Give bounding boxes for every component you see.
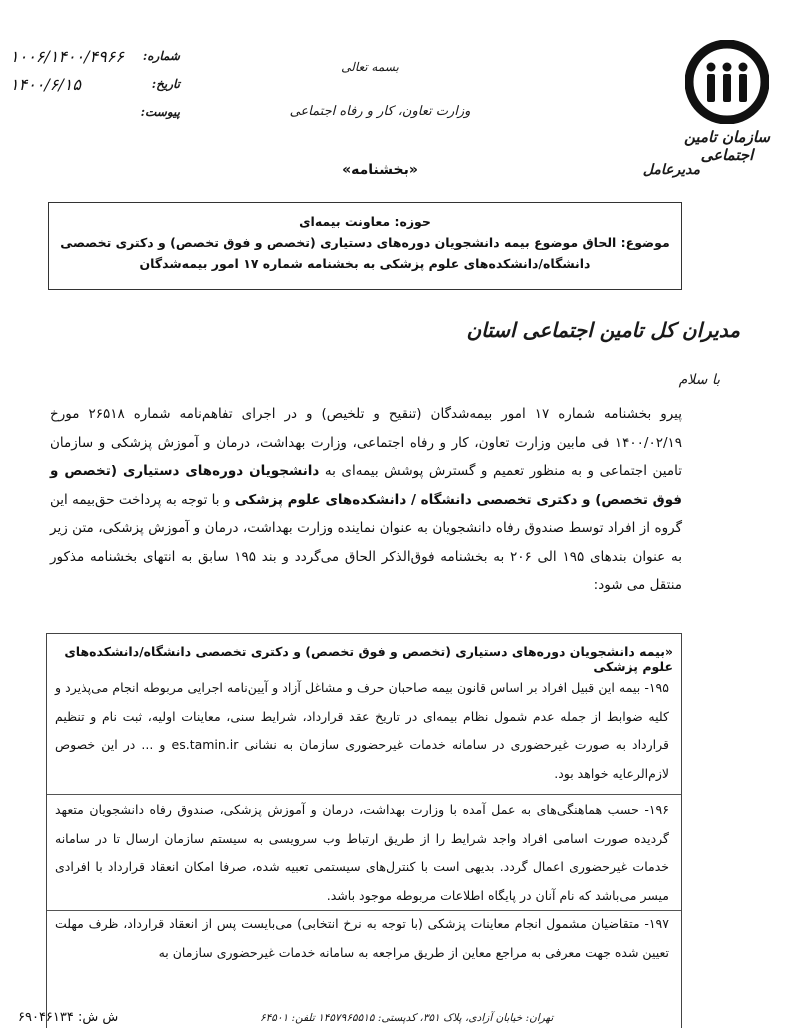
number-value: ۱۰۰۶/۱۴۰۰/۴۹۶۶ [10,46,124,66]
clause-196: ۱۹۶- حسب هماهنگی‌های به عمل آمده با وزارت بهداشت، درمان و آموزش پزشکی، صندوق رفاه دانشجویان متعهد گردیده صورت اسامی افراد واجد شرایط را از طریق ارتباط وب سرویسی به سیستم سازمان ارسال تا در سامانه خدمات غیرحضوری اعمال گردد. بدیهی است با کنترل‌های سیستمی تعبیه شده، صرفا امکان انعقاد قرارداد با افرادی میسر می‌باشد که نام آنان در پایگاه اطلاعات مربوطه موجود باشد. [55,802,669,903]
subject-line-1: موضوع: الحاق موضوع بیمه دانشجویان دوره‌های دستیاری (تخصص و فوق تخصص) و دکتری تخصصی [60,235,670,250]
addressee: مدیران کل تامین اجتماعی استان [466,318,740,342]
subject-area: حوزه: معاونت بیمه‌ای [299,214,431,229]
clause-divider [47,794,681,795]
annex-box [46,633,682,1028]
body-paragraph [50,400,682,600]
footer-address: تهران: خیابان آزادی، پلاک ۳۵۱، کدپستی: ۱۴۵۷۹۶۵۵۱۵ تلفن: ۶۴۵۰۱ [260,1012,554,1024]
letter-meta [10,42,180,126]
clause-197: ۱۹۷- متقاضیان مشمول انجام معاینات پزشکی (با توجه به نرخ انتخابی) می‌بایست پس از انعقاد قرارداد، ظرف مهلت تعیین شده جهت معرفی به مراجع معاین از طریق مراجعه به سامانه خدمات غیرحضوری سازمان به [55,916,669,960]
number-label: شماره: [142,49,180,63]
organization-name: سازمان تامین اجتماعی [684,128,770,164]
body-text-start: پیرو بخشنامه شماره ۱۷ امور بیمه‌شدگان (تنقیح و تلخیص) و در اجرای تفاهم‌نامه شماره ۲۶۵۱۸ مورخ ۱۴۰۰/۰۲/۱۹ فی مابین وزارت تعاون، کار و رفاه اجتماعی، وزارت بهداشت، درمان و آموزش پزشکی و سازمان تامین اجتماعی و به منظور تعمیم و گسترش پوشش بیمه‌ای به [50,406,682,479]
attachment-label: پیوست: [140,105,180,119]
subject-line-2: دانشگاه/دانشکده‌های علوم پزشکی به بخشنامه شماره ۱۷ امور بیمه‌شدگان [139,256,591,271]
document-type: «بخشنامه» [342,162,418,178]
body-text-end: و با توجه به پرداخت حق‌بیمه این گروه از افراد توسط صندوق رفاه دانشجویان به عنوان نماینده وزارت بهداشت، درمان و آموزش پزشکی، متن زیر به عنوان بندهای ۱۹۵ الی ۲۰۶ به بخشنامه فوق‌الذکر الحاق می‌گردد و بند ۱۹۵ سابق به انتهای بخشنامه مذکور منتقل می شود: [50,491,682,593]
clause-195: ۱۹۵- بیمه این قبیل افراد بر اساس قانون بیمه صاحبان حرف و مشاغل آزاد و آیین‌نامه اجرایی مربوطه انجام می‌پذیرد و کلیه ضوابط از جمله عدم شمول نظام بیمه‌ای در تاریخ عقد قرارداد، شرایط سنی، معاینات اولیه، ثبت نام و تنظیم قرارداد به صورت غیرحضوری در سامانه خدمات غیرحضوری سازمان به نشانی es.tamin.ir و ... در این خصوص لازم‌الرعایه خواهد بود. [55,680,669,781]
tamin-logo-icon [685,40,769,124]
date-value: ۱۴۰۰/۶/۱۵ [10,74,81,94]
footer-code: ش ش: ۶۹۰۴۶۱۳۴ [18,1010,119,1025]
date-label: تاریخ: [151,77,180,91]
ministry-name: وزارت تعاون، کار و رفاه اجتماعی [289,104,471,119]
subject-box [48,202,682,290]
annex-title: «بیمه دانشجویان دوره‌های دستیاری (تخصص و فوق تخصص) و دکتری تخصصی دانشگاه/دانشکده‌های علوم پزشکی [64,644,673,674]
body-text-bold: دانشجویان دوره‌های دستیاری (تخصص و فوق تخصص) و دکتری تخصصی دانشگاه / دانشکده‌های علوم پزشکی [50,463,683,508]
attachment-row [10,98,180,126]
general-manager-label: مدیرعامل [642,162,700,178]
date-row [10,70,180,98]
organization-logo [672,40,782,164]
basmala: بسمه تعالی [341,60,399,74]
number-row [10,42,180,70]
greeting: با سلام [678,372,720,388]
